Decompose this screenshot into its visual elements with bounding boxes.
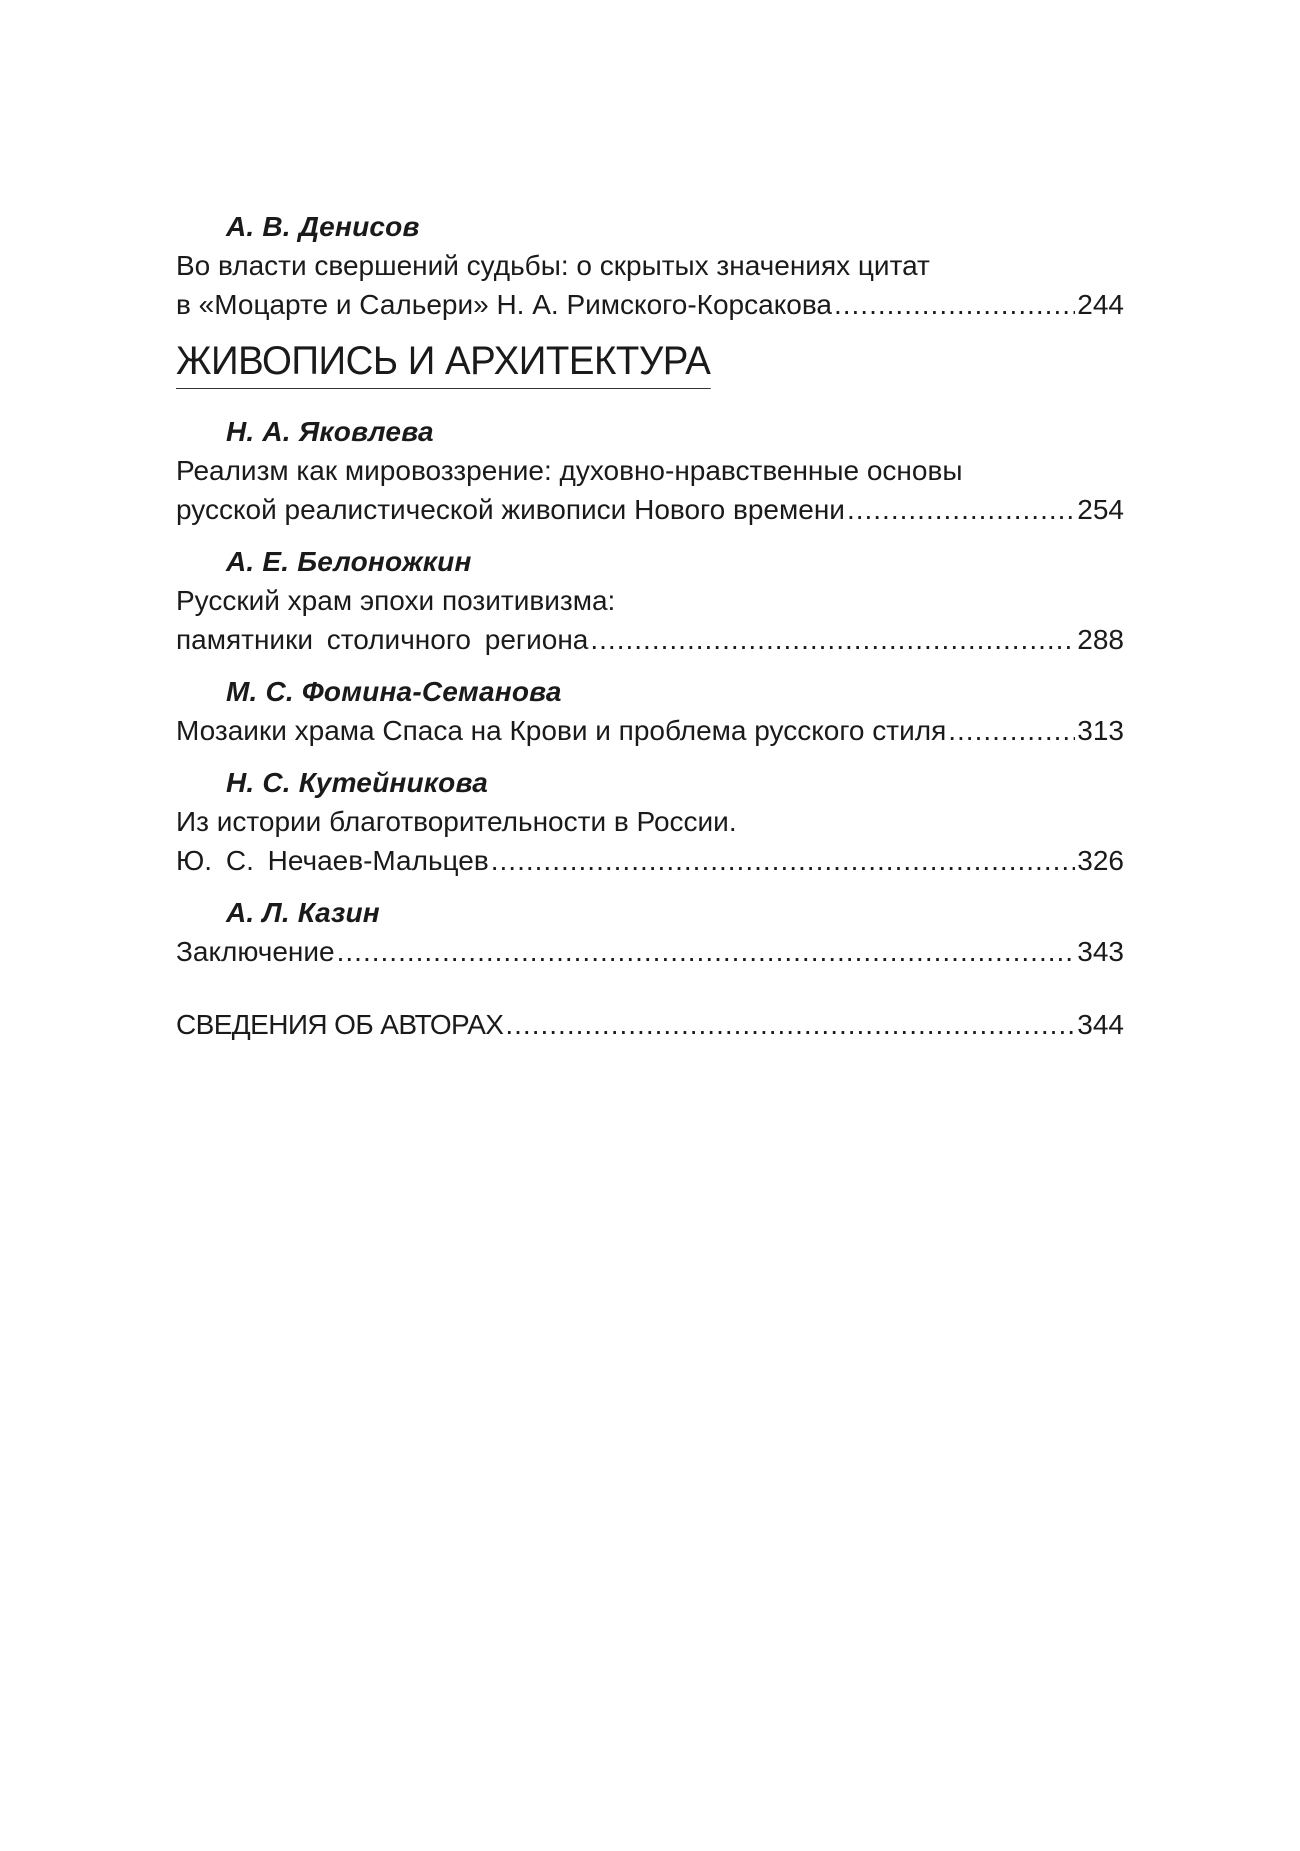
entry-page-number: 313	[1077, 715, 1124, 746]
toc-entry-belonozhkin	[176, 543, 1124, 659]
dot-leader	[847, 490, 1075, 529]
entry-page-number: 326	[1077, 845, 1124, 876]
section-heading-wrapper	[176, 338, 1124, 413]
toc-entry-yakovleva	[176, 413, 1124, 529]
dot-leader	[337, 932, 1076, 971]
toc-entry-fomina-semanova	[176, 673, 1124, 750]
entry-title-text: Мозаики храма Спаса на Крови и проблема русского стиля	[176, 715, 947, 746]
entry-page-number: 344	[1077, 1009, 1124, 1040]
entry-title-line: Из истории благотворительности в России.	[176, 806, 737, 837]
authors-info-label: СВЕДЕНИЯ ОБ АВТОРАХ	[176, 1009, 504, 1040]
entry-title-last-line	[176, 620, 1124, 659]
entry-title-text: памятники столичного региона	[176, 624, 589, 655]
toc-entry-kazin	[176, 894, 1124, 971]
entry-author: М. С. Фомина-Семанова	[226, 676, 562, 707]
table-of-contents	[176, 208, 1124, 1058]
dot-leader	[491, 841, 1076, 880]
spacer	[176, 985, 1124, 1005]
entry-title-last-line	[176, 932, 1124, 971]
entry-title-line: Русский храм эпохи позитивизма:	[176, 585, 616, 616]
entry-title-text: Заключение	[176, 936, 335, 967]
entry-page-number: 244	[1077, 289, 1124, 320]
dot-leader	[948, 711, 1075, 750]
entry-author: А. Л. Казин	[226, 897, 380, 928]
toc-entry-authors-info	[176, 1005, 1124, 1044]
entry-title-last-line	[176, 711, 1124, 750]
dot-leader	[834, 285, 1075, 324]
entry-title-last-line	[176, 1005, 1124, 1044]
entry-author: Н. А. Яковлева	[226, 416, 434, 447]
dot-leader	[590, 620, 1075, 659]
entry-title-last-line	[176, 841, 1124, 880]
section-heading: ЖИВОПИСЬ И АРХИТЕКТУРА	[176, 338, 710, 389]
dot-leader	[505, 1005, 1075, 1044]
entry-title-line: Во власти свершений судьбы: о скрытых значениях цитат	[176, 250, 930, 281]
entry-title-text: в «Моцарте и Сальери» Н. А. Римского-Корсакова	[176, 289, 832, 320]
toc-entry-denisov	[176, 208, 1124, 324]
entry-page-number: 288	[1077, 624, 1124, 655]
entry-title-last-line	[176, 285, 1124, 324]
entry-author: А. Е. Белоножкин	[226, 546, 472, 577]
entry-title-last-line	[176, 490, 1124, 529]
entry-title-text: русской реалистической живописи Нового времени	[176, 494, 845, 525]
entry-title-text: Ю. С. Нечаев-Мальцев	[176, 845, 489, 876]
entry-author: А. В. Денисов	[226, 211, 420, 242]
entry-page-number: 254	[1077, 494, 1124, 525]
toc-entry-kuteynikova	[176, 764, 1124, 880]
entry-page-number: 343	[1077, 936, 1124, 967]
entry-title-line: Реализм как мировоззрение: духовно-нравственные основы	[176, 455, 963, 486]
entry-author: Н. С. Кутейникова	[226, 767, 489, 798]
